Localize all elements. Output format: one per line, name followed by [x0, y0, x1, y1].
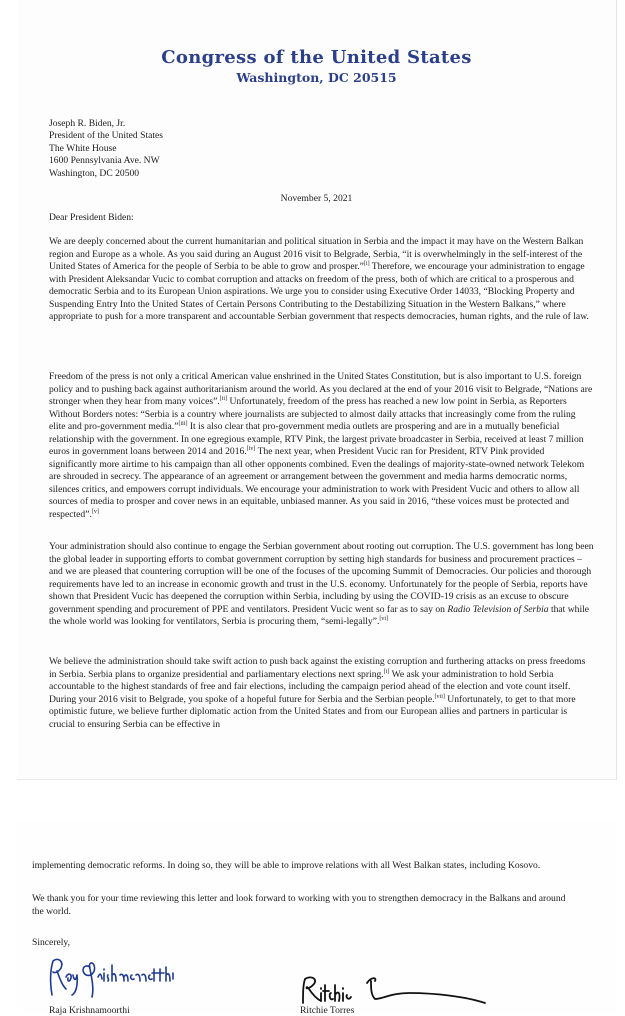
- signatory-name-1: Raja Krishnamoorthi: [49, 1005, 130, 1016]
- paragraph-1: [49, 236, 594, 324]
- paragraph-text: Therefore, we encourage your administration to engage with President Aleksandar Vucic to combat corruption and attacks on freedom of the press, both of which are critical to a prosperous and democratic Serbia and to its European Union aspirations. We urge you to consider using Executive Order 14033, “Blocking Property and Suspending Entry Into the United States of Certain Persons Contributing to the Destabilizing Situation in the Western Balkans,” where appropriate to push for a more transparent and accountable Serbian government that respects democracies, human rights, and the rule of law.: [49, 261, 589, 322]
- closing: Sincerely,: [32, 937, 71, 948]
- paragraph-text: It is also clear that pro-government media outlets are prospering and are in a mutually beneficial relationship with the government. In one egregious example, RTV Pink, the largest private broadcaster in Serbia, received at least 7 million euros in government loans between 2014 and 2016.: [49, 421, 584, 457]
- recipient-office: The White House: [49, 142, 117, 154]
- paragraph-text: Unfortunately, to get to that more optimistic future, we believe further diplomatic action from the United States and from our European allies and partners in particular is crucial to ensuring Serbia can be effective in: [49, 693, 576, 730]
- letterhead: [17, 46, 616, 86]
- footnote-ref: [vii]: [434, 693, 445, 700]
- signature-raja-krishnamoorthi: [46, 955, 176, 1004]
- footnote-ref: [iv]: [246, 445, 256, 452]
- footnote-ref: [vi]: [379, 615, 389, 622]
- paragraph-text: Unfortunately, freedom of the press has reached a new low point in Serbia, as Reporters Without Borders notes: “Serbia is a country where journalists are subjected to almost daily attacks that increasingly come from the ruling elite and pro-government media.”: [49, 396, 576, 432]
- paragraph-3: [49, 541, 594, 629]
- paragraph-4-continued: implementing democratic reforms. In doing so, they will be able to improve relations with all West Balkan states, including Kosovo.: [32, 860, 541, 871]
- signatory-name-2: Ritchie Torres: [300, 1005, 355, 1016]
- letterhead-title: Congress of the United States: [161, 47, 472, 68]
- salutation: Dear President Biden:: [49, 212, 134, 223]
- footnote-ref: [v]: [91, 508, 99, 515]
- letter-date: November 5, 2021: [280, 193, 353, 204]
- signature-scribble-2: [297, 973, 497, 1007]
- paragraph-text: Your administration should also continue to engage the Serbian government about rooting out corruption. The U.S. government has long been the global leader in supporting efforts to combat government corruption by setting high standards for business and procurement practices – and we are pleased that countering corruption will be one of the focuses of the upcoming Summit of Democracies. Our policies and thorough requirements have led to an increase in economic growth and trust in the U.S. economy. Unfortunately for the people of Serbia, reports have shown that President Vucic has deepened the corruption within Serbia, including by using the COVID-19 crisis as an excuse to obscure government spending and procurement of PPE and ventilators. President Vucic went so far as to say on: [49, 541, 594, 615]
- recipient-name: Joseph R. Biden, Jr.: [49, 118, 126, 129]
- paragraph-text: The next year, when President Vucic ran for President, RTV Pink provided significantly more airtime to his campaign than all other opponents combined. Even the dealings of majority-state-owned network Telekom are shrouded in secrecy. The appearance of an agreement or arrangement between the government and media harms democratic norms, silences critics, and empowers corrupt individuals. We encourage your administration to work with President Vucic and others to allow all sources of media to prosper and cover news in an equitable, unbiased manner. As you said in 2016, “these voices must be protected and respected”.: [49, 446, 585, 520]
- footnote-ref: [i]: [383, 668, 390, 675]
- paragraph-text: We ask your administration to hold Serbia accountable to the highest standards of free and fair elections, including the campaign period ahead of the election and vote count itself. During your 2016 visit to Belgrade, you spoke of a hopeful future for Serbia and the Serbian people.: [49, 668, 571, 705]
- recipient-city: Washington, DC 20500: [49, 167, 140, 179]
- footnote-ref: [i]: [363, 260, 370, 267]
- paragraph-italic: Radio Television of Serbia: [447, 603, 549, 615]
- paragraph-text: We are deeply concerned about the current humanitarian and political situation in Serbia and the impact it may have on the Western Balkan region and Europe as a whole. As you said during an August 2016 visit to Belgrade, Serbia, “it is overwhelmingly in the self-interest of the United States of America for the people of Serbia to be able to grow and prosper.”: [49, 236, 584, 272]
- footnote-ref: [ii]: [219, 395, 228, 402]
- paragraph-text: that while the whole world was looking for ventilators, Serbia is procuring them, “semi-legally”.: [49, 603, 590, 627]
- paragraph-2: [49, 371, 594, 521]
- recipient-street: 1600 Pennsylvania Ave. NW: [49, 155, 160, 167]
- paragraph-text: We believe the administration should take swift action to push back against the existing corruption and furthering attacks on press freedoms in Serbia. Serbia plans to organize presidential and parliamentary elections next spring.: [49, 656, 586, 680]
- recipient-address: [49, 118, 594, 180]
- paragraph-4: [49, 656, 594, 731]
- letter-page-1: [17, 0, 617, 780]
- footnote-ref: [iii]: [178, 420, 188, 427]
- paragraph-5: We thank you for your time reviewing this letter and look forward to working with you to strengthen democracy in the Balkans and around the world.: [32, 893, 566, 917]
- recipient-title: President of the United States: [49, 130, 164, 142]
- signature-scribble-1: [46, 955, 176, 999]
- letterhead-subtitle: Washington, DC 20515: [236, 70, 397, 85]
- paragraph-text: Freedom of the press is not only a critical American value enshrined in the United States Constitution, but is also important to U.S. foreign policy and to pushing back against authoritarianism around the world. As you declared at the end of your 2016 visit to Belgrade, “Nations are stronger when they hear from many voices”.: [49, 371, 593, 407]
